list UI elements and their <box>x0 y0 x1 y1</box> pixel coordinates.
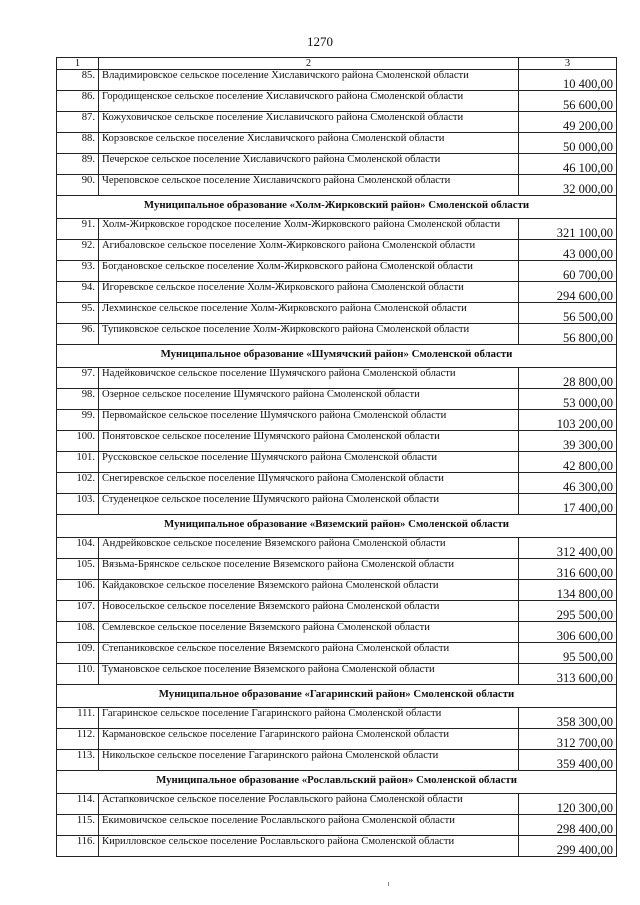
scan-mark <box>388 882 389 886</box>
row-number: 102. <box>57 473 99 494</box>
amount-value: 32 000,00 <box>519 175 617 196</box>
row-number: 110. <box>57 664 99 685</box>
amount-value: 56 800,00 <box>519 324 617 345</box>
settlement-name: Агибаловское сельское поселение Холм-Жирковского района Смоленской области <box>99 240 519 261</box>
section-header-row <box>57 771 617 794</box>
amount-value: 313 600,00 <box>519 664 617 685</box>
settlement-name: Игоревское сельское поселение Холм-Жирковского района Смоленской области <box>99 282 519 303</box>
table-row <box>57 538 617 559</box>
settlement-name: Вязьма-Брянское сельское поселение Вяземского района Смоленской области <box>99 559 519 580</box>
amount-value: 316 600,00 <box>519 559 617 580</box>
settlement-name: Астапковичское сельское поселение Рославльского района Смоленской области <box>99 794 519 815</box>
settlement-name: Тумановское сельское поселение Вяземского района Смоленской области <box>99 664 519 685</box>
settlement-name: Владимировское сельское поселение Хиславичского района Смоленской области <box>99 70 519 91</box>
settlement-name: Кармановское сельское поселение Гагаринского района Смоленской области <box>99 729 519 750</box>
amount-value: 42 800,00 <box>519 452 617 473</box>
table-row <box>57 580 617 601</box>
row-number: 107. <box>57 601 99 622</box>
table-row <box>57 431 617 452</box>
amount-value: 39 300,00 <box>519 431 617 452</box>
row-number: 90. <box>57 175 99 196</box>
table-row <box>57 794 617 815</box>
settlement-name: Степаниковское сельское поселение Вяземского района Смоленской области <box>99 643 519 664</box>
table-row <box>57 70 617 91</box>
settlement-name: Городищенское сельское поселение Хиславичского района Смоленской области <box>99 91 519 112</box>
settlement-name: Студенецкое сельское поселение Шумячского района Смоленской области <box>99 494 519 515</box>
table-row <box>57 303 617 324</box>
section-header-row <box>57 196 617 219</box>
table-row <box>57 389 617 410</box>
column-header-number: 1 <box>57 58 99 70</box>
row-number: 109. <box>57 643 99 664</box>
amount-value: 10 400,00 <box>519 70 617 91</box>
row-number: 106. <box>57 580 99 601</box>
settlement-name: Лехминское сельское поселение Холм-Жирковского района Смоленской области <box>99 303 519 324</box>
table-row <box>57 133 617 154</box>
amount-value: 46 300,00 <box>519 473 617 494</box>
amount-value: 120 300,00 <box>519 794 617 815</box>
table-row <box>57 112 617 133</box>
row-number: 111. <box>57 708 99 729</box>
amount-value: 46 100,00 <box>519 154 617 175</box>
table-row <box>57 643 617 664</box>
table-row <box>57 240 617 261</box>
table-row <box>57 622 617 643</box>
settlement-name: Руссковское сельское поселение Шумячского района Смоленской области <box>99 452 519 473</box>
settlement-name: Снегиревское сельское поселение Шумячского района Смоленской области <box>99 473 519 494</box>
amount-value: 298 400,00 <box>519 815 617 836</box>
amount-value: 17 400,00 <box>519 494 617 515</box>
row-number: 98. <box>57 389 99 410</box>
amount-value: 28 800,00 <box>519 368 617 389</box>
row-number: 103. <box>57 494 99 515</box>
row-number: 96. <box>57 324 99 345</box>
amount-value: 56 600,00 <box>519 91 617 112</box>
column-header-name: 2 <box>99 58 519 70</box>
settlement-name: Надейковичское сельское поселение Шумячского района Смоленской области <box>99 368 519 389</box>
settlement-name: Кожуховичское сельское поселение Хиславичского района Смоленской области <box>99 112 519 133</box>
settlement-name: Андрейковское сельское поселение Вяземского района Смоленской области <box>99 538 519 559</box>
section-title: Муниципальное образование «Вяземский район» Смоленской области <box>57 515 617 538</box>
table-row <box>57 452 617 473</box>
amount-value: 321 100,00 <box>519 219 617 240</box>
settlement-name: Богдановское сельское поселение Холм-Жирковского района Смоленской области <box>99 261 519 282</box>
table-row <box>57 219 617 240</box>
row-number: 94. <box>57 282 99 303</box>
amount-value: 50 000,00 <box>519 133 617 154</box>
table-row <box>57 494 617 515</box>
table-row <box>57 601 617 622</box>
amount-value: 294 600,00 <box>519 282 617 303</box>
row-number: 97. <box>57 368 99 389</box>
row-number: 108. <box>57 622 99 643</box>
table-row <box>57 91 617 112</box>
settlement-name: Тупиковское сельское поселение Холм-Жирковского района Смоленской области <box>99 324 519 345</box>
row-number: 116. <box>57 836 99 857</box>
table-row <box>57 836 617 857</box>
settlement-name: Кайдаковское сельское поселение Вяземского района Смоленской области <box>99 580 519 601</box>
table-row <box>57 324 617 345</box>
settlement-name: Озерное сельское поселение Шумячского района Смоленской области <box>99 389 519 410</box>
row-number: 115. <box>57 815 99 836</box>
settlement-name: Новосельское сельское поселение Вяземского района Смоленской области <box>99 601 519 622</box>
allocation-table <box>56 57 617 857</box>
table-row <box>57 664 617 685</box>
settlement-name: Семлевское сельское поселение Вяземского района Смоленской области <box>99 622 519 643</box>
row-number: 92. <box>57 240 99 261</box>
amount-value: 295 500,00 <box>519 601 617 622</box>
section-header-row <box>57 685 617 708</box>
row-number: 100. <box>57 431 99 452</box>
settlement-name: Первомайское сельское поселение Шумячского района Смоленской области <box>99 410 519 431</box>
page-number: 1270 <box>307 34 333 49</box>
settlement-name: Никольское сельское поселение Гагаринского района Смоленской области <box>99 750 519 771</box>
amount-value: 299 400,00 <box>519 836 617 857</box>
table-body <box>57 58 617 857</box>
table-row <box>57 368 617 389</box>
table-row <box>57 708 617 729</box>
amount-value: 358 300,00 <box>519 708 617 729</box>
row-number: 105. <box>57 559 99 580</box>
row-number: 89. <box>57 154 99 175</box>
table-row <box>57 261 617 282</box>
row-number: 95. <box>57 303 99 324</box>
row-number: 114. <box>57 794 99 815</box>
table-row <box>57 175 617 196</box>
amount-value: 53 000,00 <box>519 389 617 410</box>
row-number: 101. <box>57 452 99 473</box>
table-row <box>57 729 617 750</box>
amount-value: 134 800,00 <box>519 580 617 601</box>
section-title: Муниципальное образование «Холм-Жирковский район» Смоленской области <box>57 196 617 219</box>
row-number: 93. <box>57 261 99 282</box>
section-header-row <box>57 345 617 368</box>
amount-value: 306 600,00 <box>519 622 617 643</box>
table-row <box>57 410 617 431</box>
section-title: Муниципальное образование «Гагаринский район» Смоленской области <box>57 685 617 708</box>
settlement-name: Кирилловское сельское поселение Рославльского района Смоленской области <box>99 836 519 857</box>
settlement-name: Екимовичское сельское поселение Рославльского района Смоленской области <box>99 815 519 836</box>
amount-value: 359 400,00 <box>519 750 617 771</box>
section-title: Муниципальное образование «Шумячский район» Смоленской области <box>57 345 617 368</box>
row-number: 87. <box>57 112 99 133</box>
settlement-name: Череповское сельское поселение Хиславичского района Смоленской области <box>99 175 519 196</box>
row-number: 88. <box>57 133 99 154</box>
settlement-name: Понятовское сельское поселение Шумячского района Смоленской области <box>99 431 519 452</box>
amount-value: 103 200,00 <box>519 410 617 431</box>
amount-value: 60 700,00 <box>519 261 617 282</box>
row-number: 86. <box>57 91 99 112</box>
row-number: 91. <box>57 219 99 240</box>
row-number: 112. <box>57 729 99 750</box>
row-number: 104. <box>57 538 99 559</box>
amount-value: 43 000,00 <box>519 240 617 261</box>
amount-value: 312 400,00 <box>519 538 617 559</box>
settlement-name: Печерское сельское поселение Хиславичского района Смоленской области <box>99 154 519 175</box>
amount-value: 56 500,00 <box>519 303 617 324</box>
table-row <box>57 815 617 836</box>
row-number: 113. <box>57 750 99 771</box>
settlement-name: Гагаринское сельское поселение Гагаринского района Смоленской области <box>99 708 519 729</box>
column-header-amount: 3 <box>519 58 617 70</box>
table-row <box>57 473 617 494</box>
table-row <box>57 154 617 175</box>
table-header-row <box>57 58 617 70</box>
row-number: 85. <box>57 70 99 91</box>
amount-value: 312 700,00 <box>519 729 617 750</box>
row-number: 99. <box>57 410 99 431</box>
settlement-name: Корзовское сельское поселение Хиславичского района Смоленской области <box>99 133 519 154</box>
section-header-row <box>57 515 617 538</box>
amount-value: 95 500,00 <box>519 643 617 664</box>
table-row <box>57 750 617 771</box>
amount-value: 49 200,00 <box>519 112 617 133</box>
section-title: Муниципальное образование «Рославльский район» Смоленской области <box>57 771 617 794</box>
table-row <box>57 559 617 580</box>
settlement-name: Холм-Жирковское городское поселение Холм-Жирковского района Смоленской области <box>99 219 519 240</box>
table-row <box>57 282 617 303</box>
